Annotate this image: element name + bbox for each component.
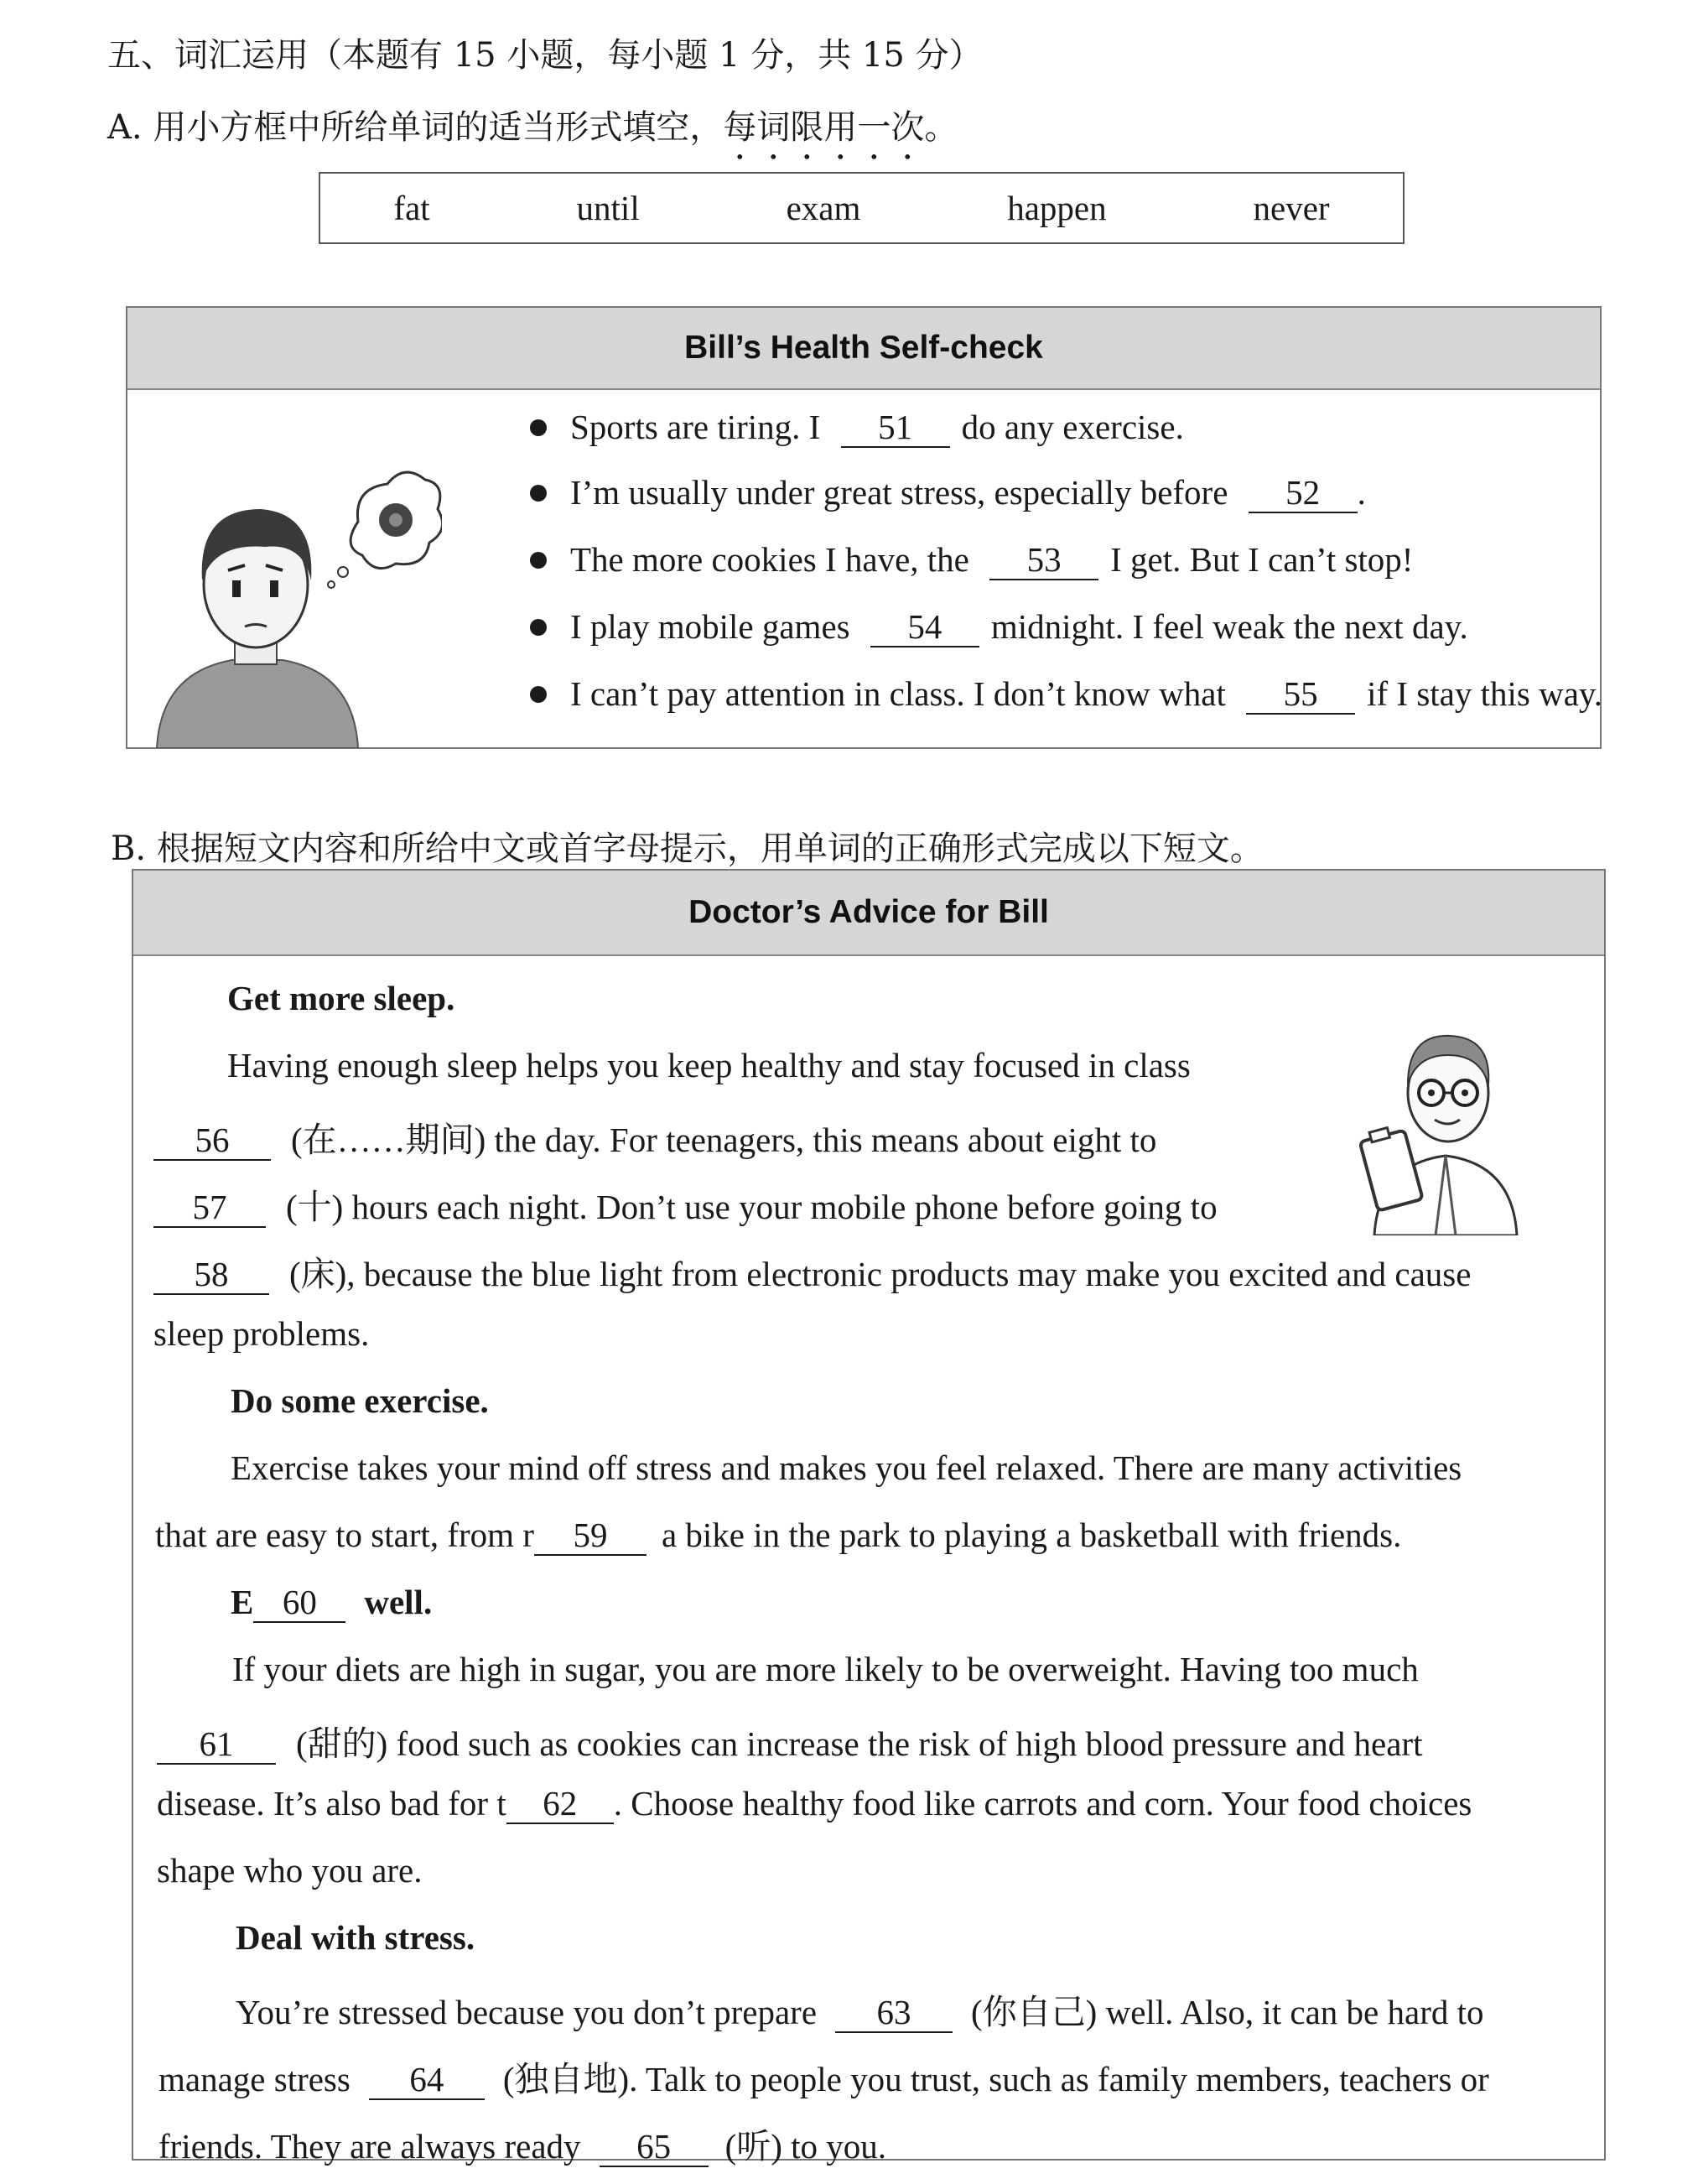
word-bank-item: happen bbox=[1007, 189, 1107, 227]
self-check-panel bbox=[126, 306, 1602, 749]
part-b-instruction: B. 根据短文内容和所给中文或首字母提示，用单词的正确形式完成以下短文。 bbox=[111, 829, 1264, 868]
bullet-icon bbox=[530, 552, 547, 569]
answer-blank[interactable]: 61 bbox=[157, 1725, 276, 1765]
part-a-instruction-suffix: 。 bbox=[924, 108, 958, 147]
paragraph-line: manage stress 64 (独自地). Talk to people you trust, such as family members, teachers or bbox=[158, 2051, 1489, 2101]
paragraph-line: Exercise takes your mind off stress and makes you feel relaxed. There are many activities bbox=[231, 1448, 1462, 1487]
paragraph-line: 57 (十) hours each night. Don’t use your mobile phone before going to bbox=[153, 1179, 1218, 1229]
paragraph-line: disease. It’s also bad for t 62 . Choose healthy food like carrots and corn. Your food choices bbox=[157, 1783, 1472, 1824]
bullet-icon bbox=[530, 419, 547, 436]
paragraph-line: Having enough sleep helps you keep healthy and stay focused in class bbox=[227, 1046, 1191, 1084]
paragraph-line: If your diets are high in sugar, you are more likely to be overweight. Having too much bbox=[232, 1650, 1419, 1688]
doctor-advice-title: Doctor’s Advice for Bill bbox=[133, 871, 1604, 956]
bullet-icon bbox=[530, 619, 547, 636]
answer-blank[interactable]: 62 bbox=[506, 1785, 614, 1824]
self-check-title: Bill’s Health Self-check bbox=[127, 308, 1600, 390]
advice-heading-eat: E 60 well. bbox=[231, 1582, 432, 1623]
section-title: 五、词汇运用（本题有 15 小题，每小题 1 分，共 15 分） bbox=[107, 36, 983, 75]
bullet-icon bbox=[530, 686, 547, 703]
answer-blank[interactable]: 58 bbox=[153, 1256, 269, 1295]
paragraph-line: 61 (甜的) food such as cookies can increase the risk of high blood pressure and heart bbox=[157, 1716, 1422, 1765]
answer-blank[interactable]: 51 bbox=[841, 408, 950, 448]
paragraph-line: 56 (在……期间) the day. For teenagers, this means about eight to bbox=[153, 1112, 1156, 1162]
advice-heading-sleep: Get more sleep. bbox=[227, 979, 455, 1017]
paragraph-line: 58 (床), because the blue light from electronic products may make you excited and cause bbox=[153, 1246, 1471, 1296]
doctor-illustration bbox=[1358, 1017, 1534, 1235]
word-bank-item: exam bbox=[786, 189, 861, 227]
paragraph-line: You’re stressed because you don’t prepare 63 (你自己) well. Also, it can be hard to bbox=[236, 1984, 1484, 2034]
answer-blank[interactable]: 55 bbox=[1246, 675, 1355, 715]
word-bank-item: until bbox=[576, 189, 640, 227]
answer-blank[interactable]: 60 bbox=[253, 1583, 345, 1623]
paragraph-line: shape who you are. bbox=[157, 1851, 423, 1890]
answer-blank[interactable]: 57 bbox=[153, 1188, 266, 1228]
advice-heading-exercise: Do some exercise. bbox=[231, 1381, 489, 1420]
self-check-item: I can’t pay attention in class. I don’t know what 55 if I stay this way. bbox=[530, 673, 1602, 715]
answer-blank[interactable]: 56 bbox=[153, 1121, 271, 1161]
self-check-item: I’m usually under great stress, especially before 52 . bbox=[530, 472, 1366, 513]
self-check-item: Sports are tiring. I 51 do any exercise. bbox=[530, 407, 1184, 448]
word-bank-item: never bbox=[1253, 189, 1330, 227]
self-check-item: I play mobile games 54 midnight. I feel weak the next day. bbox=[530, 606, 1468, 647]
word-bank-box bbox=[319, 172, 1405, 244]
answer-blank[interactable]: 65 bbox=[600, 2128, 709, 2167]
advice-heading-stress: Deal with stress. bbox=[236, 1918, 475, 1957]
word-bank-item: fat bbox=[393, 189, 430, 227]
answer-blank[interactable]: 53 bbox=[989, 541, 1098, 580]
answer-blank[interactable]: 54 bbox=[870, 608, 979, 647]
doctor-advice-panel bbox=[132, 869, 1606, 2166]
boy-thinking-illustration bbox=[148, 463, 442, 748]
bullet-icon bbox=[530, 485, 547, 502]
part-a-instruction-emphasis: 每词限用一次 bbox=[723, 108, 925, 147]
answer-blank[interactable]: 59 bbox=[534, 1516, 646, 1556]
part-a-instruction bbox=[107, 101, 958, 167]
paragraph-line: friends. They are always ready 65 (听) to you. bbox=[158, 2119, 886, 2168]
self-check-item: The more cookies I have, the 53 I get. But I can’t stop! bbox=[530, 539, 1413, 580]
part-a-instruction-prefix: A. 用小方框中所给单词的适当形式填空， bbox=[107, 108, 724, 147]
paragraph-line: sleep problems. bbox=[153, 1314, 370, 1353]
answer-blank[interactable]: 64 bbox=[369, 2061, 485, 2100]
answer-blank[interactable]: 52 bbox=[1249, 474, 1358, 513]
answer-blank[interactable]: 63 bbox=[835, 1994, 953, 2033]
paragraph-line: that are easy to start, from r 59 a bike in the park to playing a basketball with friends. bbox=[155, 1515, 1401, 1556]
